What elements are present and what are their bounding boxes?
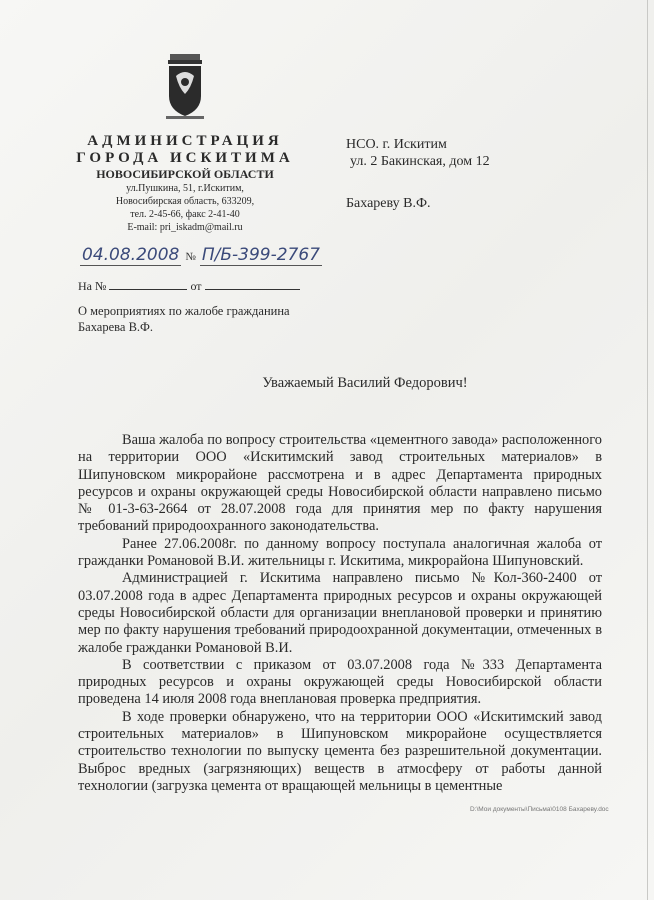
reference-line xyxy=(78,279,300,294)
salutation: Уважаемый Василий Федорович! xyxy=(262,375,468,391)
reference-no-blank xyxy=(109,279,187,290)
number-label: № xyxy=(185,251,196,263)
subject-line-1: О мероприятиях по жалобе гражданина xyxy=(78,304,290,318)
subject-line-2: Бахарева В.Ф. xyxy=(78,320,154,334)
reference-date-blank xyxy=(205,279,300,290)
letterhead-city: ГОРОДА ИСКИТИМА xyxy=(76,150,294,166)
letterhead-title: АДМИНИСТРАЦИЯ xyxy=(87,133,283,149)
letter-body xyxy=(78,432,602,795)
reference-from-label: от xyxy=(190,279,202,293)
subject xyxy=(78,303,290,335)
outgoing-number: П/Б-399-2767 xyxy=(201,245,320,265)
letterhead xyxy=(70,133,300,234)
coat-of-arms-icon xyxy=(160,50,210,122)
body-paragraph: Ранее 27.06.2008г. по данному вопросу поступала аналогичная жалоба от гражданки Романовой В.И. жительницы г. Искитима, микрорайона Шипуновский. xyxy=(78,535,602,570)
letterhead-address: ул.Пушкина, 51, г.Искитим, xyxy=(126,183,244,194)
letterhead-address-2: Новосибирская область, 633209, xyxy=(115,196,255,207)
letterhead-email: E-mail: pri_iskadm@mail.ru xyxy=(127,222,243,233)
outgoing-number-line xyxy=(80,245,322,265)
recipient-name: Бахареву В.Ф. xyxy=(346,196,431,211)
letterhead-phone: тел. 2-45-66, факс 2-41-40 xyxy=(130,209,240,220)
letterhead-region: НОВОСИБИРСКОЙ ОБЛАСТИ xyxy=(96,167,274,181)
file-path-footer: D:\Мои документы\Письма\0108 Бахареву.doc xyxy=(470,806,609,813)
recipient-city: НСО. г. Искитим xyxy=(346,137,447,152)
reference-no-label: На № xyxy=(78,279,107,293)
page-edge xyxy=(647,0,648,900)
body-paragraph: Ваша жалоба по вопросу строительства «цементного завода» расположенного на территории ООО «Искитимский завод строительных материалов» в Шипуновском микрорайоне рассмотрена и в адрес Департамента природных ресурсов и охраны окружающей среды Новосибирской области направлено письмо № 01-3-63-2664 от 28.07.2008 года для принятия мер по факту нарушения требований природоохранного законодательства. xyxy=(78,432,602,535)
body-paragraph: В соответствии с приказом от 03.07.2008 года №333 Департамента природных ресурсов и охраны окружающей среды Новосибирской области проведена 14 июля 2008 года внеплановая проверка предприятия. xyxy=(78,656,602,708)
body-paragraph: В ходе проверки обнаружено, что на территории ООО «Искитимский завод строительных материалов» в Шипуновском микрорайоне осуществляется строительство технологии по выпуску цемента без разрешительной документации. Выброс вредных (загрязняющих) веществ в атмосферу от работы данной технологии (загрузка цемента от вращающей мельницы в цементные xyxy=(78,708,602,794)
recipient-street: ул. 2 Бакинская, дом 12 xyxy=(350,154,490,169)
outgoing-date: 04.08.2008 xyxy=(82,245,180,265)
recipient-block xyxy=(346,136,490,212)
body-paragraph: Администрацией г. Искитима направлено письмо №Кол-360-2400 от 03.07.2008 года в адрес Департамента природных ресурсов и охраны окружающей среды Новосибирской области для организации внеплановой проверки и принятию мер по факту нарушения требований природоохранной документации, отмеченных в жалобе гражданки Романовой В.И. xyxy=(78,570,602,656)
